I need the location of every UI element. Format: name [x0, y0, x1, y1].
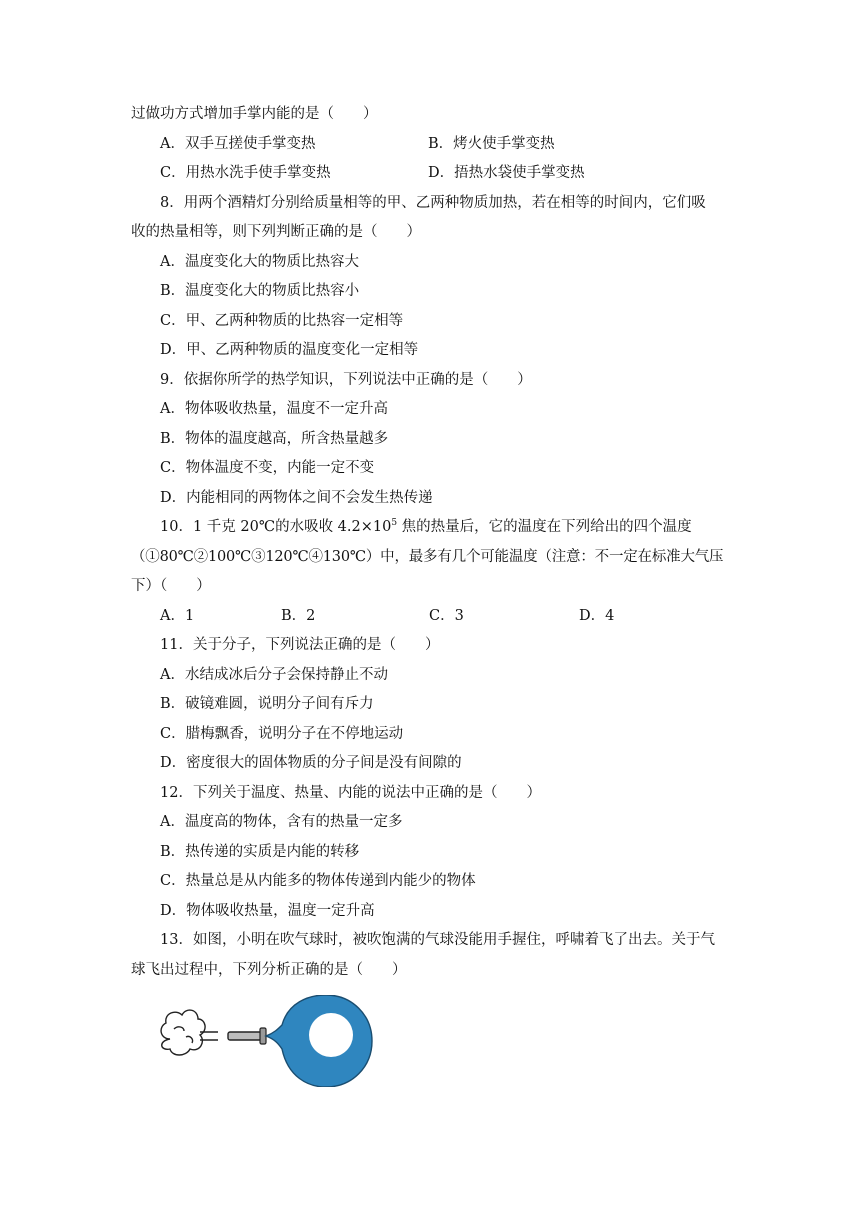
q8-stem-line1: 8．用两个酒精灯分别给质量相等的甲、乙两种物质加热，若在相等的时间内，它们吸	[160, 195, 706, 211]
q13-stem-line1: 13．如图，小明在吹气球时，被吹饱满的气球没能用手握住，呼啸着飞了出去。关于气	[160, 932, 715, 948]
q10-option-c: C．3	[429, 608, 464, 624]
balloon-figure	[156, 995, 376, 1087]
q11-option-a: A．水结成冰后分子会保持静止不动	[160, 667, 388, 683]
q10-option-d: D．4	[579, 608, 615, 624]
q9-option-a: A．物体吸收热量，温度不一定升高	[160, 401, 388, 417]
q8-option-b: B．温度变化大的物质比热容小	[160, 283, 360, 299]
q12-option-b: B．热传递的实质是内能的转移	[160, 844, 360, 860]
q7-option-b: B．烤火使手掌变热	[428, 136, 555, 152]
q13-stem-line2: 球飞出过程中，下列分析正确的是（ ）	[131, 962, 407, 978]
q11-option-d: D．密度很大的固体物质的分子间是没有间隙的	[160, 755, 462, 771]
q7-option-c: C．用热水洗手使手掌变热	[160, 165, 331, 181]
q12-option-a: A．温度高的物体，含有的热量一定多	[160, 814, 403, 830]
q10-option-b: B．2	[281, 608, 316, 624]
q11-option-b: B．破镜难圆，说明分子间有斥力	[160, 696, 374, 712]
q8-stem-line2: 收的热量相等，则下列判断正确的是（ ）	[131, 224, 421, 240]
q12-option-d: D．物体吸收热量，温度一定升高	[160, 903, 375, 919]
q10-stem-line2: （①80℃②100℃③120℃④130℃）中，最多有几个可能温度（注意：不一定在标准大气压	[131, 549, 724, 565]
q10-stem-line3: 下）（ ）	[131, 578, 211, 594]
balloon-highlight	[309, 1013, 353, 1057]
q12-stem: 12．下列关于温度、热量、内能的说法中正确的是（ ）	[160, 785, 541, 801]
q8-option-d: D．甲、乙两种物质的温度变化一定相等	[160, 342, 419, 358]
q10-stem-line1	[160, 517, 692, 537]
q11-stem: 11．关于分子，下列说法正确的是（ ）	[160, 637, 440, 653]
q9-option-b: B．物体的温度越高，所含热量越多	[160, 431, 389, 447]
q7-stem: 过做功方式增加手掌内能的是（ ）	[131, 106, 378, 122]
q9-option-d: D．内能相同的两物体之间不会发生热传递	[160, 490, 433, 506]
q9-stem: 9．依据你所学的热学知识，下列说法中正确的是（ ）	[160, 372, 532, 388]
q10-stem-line1-b: 焦的热量后，它的温度在下列给出的四个温度	[397, 519, 692, 535]
q8-option-c: C．甲、乙两种物质的比热容一定相等	[160, 313, 404, 329]
balloon-neck	[228, 1032, 264, 1040]
q10-option-a: A．1	[160, 608, 195, 624]
q12-option-c: C．热量总是从内能多的物体传递到内能少的物体	[160, 873, 476, 889]
q11-option-c: C．腊梅飘香，说明分子在不停地运动	[160, 726, 404, 742]
q10-exponent: 5	[391, 518, 398, 529]
q7-option-d: D．捂热水袋使手掌变热	[428, 165, 585, 181]
q8-option-a: A．温度变化大的物质比热容大	[160, 254, 359, 270]
q7-option-a: A．双手互搓使手掌变热	[160, 136, 316, 152]
q9-option-c: C．物体温度不变，内能一定不变	[160, 460, 375, 476]
q10-stem-line1-a: 10．1 千克 20℃的水吸收 4.2×10	[160, 519, 392, 535]
air-puff-icon	[161, 1010, 205, 1055]
